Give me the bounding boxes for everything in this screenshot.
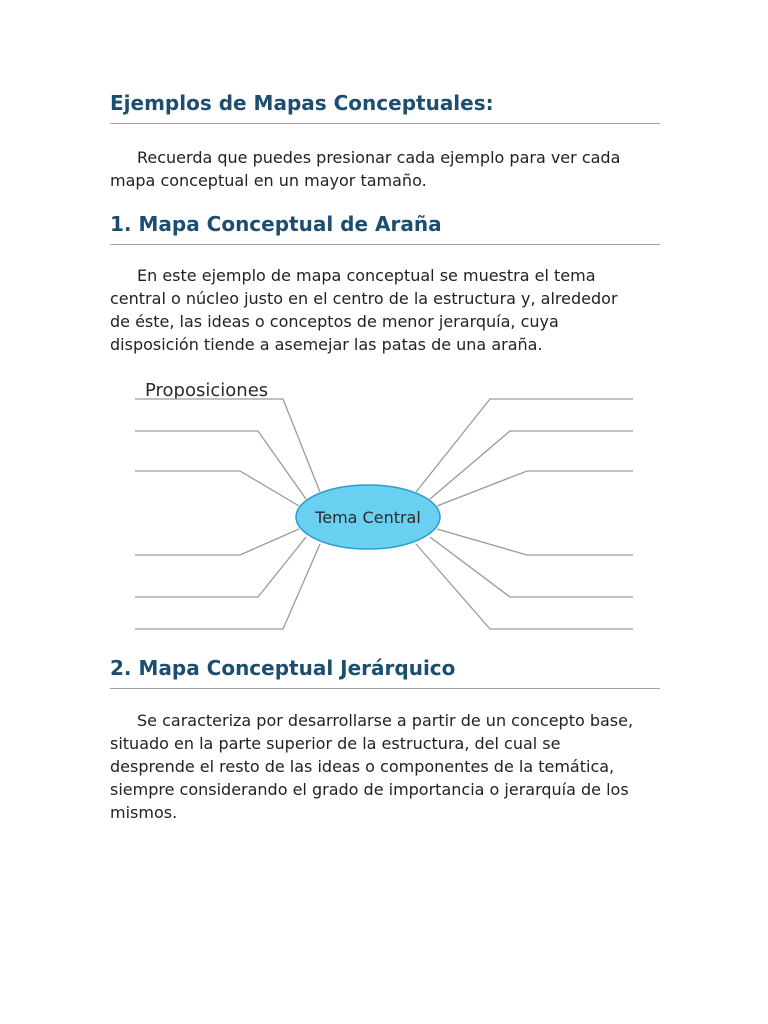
- propositions-label: Proposiciones: [145, 380, 269, 401]
- connector-line: [135, 537, 306, 597]
- paragraph-line: mismos.: [110, 803, 178, 822]
- left-connectors: [135, 399, 320, 629]
- paragraph-line: mapa conceptual en un mayor tamaño.: [110, 171, 427, 190]
- paragraph-line: disposición tiende a asemejar las patas de una araña.: [110, 335, 543, 354]
- right-connectors: [416, 399, 633, 629]
- spider-concept-map-diagram[interactable]: [130, 370, 640, 640]
- section-2-divider: [110, 688, 660, 689]
- central-topic-label: Tema Central: [315, 508, 421, 527]
- section-2-title: 2. Mapa Conceptual Jerárquico: [110, 656, 456, 680]
- title-divider: [110, 123, 660, 124]
- connector-line: [430, 537, 633, 597]
- connector-line: [135, 544, 320, 629]
- connector-line: [135, 431, 306, 499]
- paragraph-line: de éste, las ideas o conceptos de menor jerarquía, cuya: [110, 312, 559, 331]
- section-1-divider: [110, 244, 660, 245]
- paragraph-line: siempre considerando el grado de importancia o jerarquía de los: [110, 780, 629, 799]
- connector-line: [135, 471, 299, 506]
- paragraph-line: Recuerda que puedes presionar cada ejemplo para ver cada: [137, 148, 621, 167]
- connector-line: [430, 431, 633, 499]
- paragraph-line: Se caracteriza por desarrollarse a partir de un concepto base,: [137, 711, 634, 730]
- paragraph-line: situado en la parte superior de la estructura, del cual se: [110, 734, 561, 753]
- connector-line: [437, 471, 633, 506]
- connector-line: [135, 399, 320, 492]
- paragraph-line: central o núcleo justo en el centro de la estructura y, alrededor: [110, 289, 618, 308]
- connector-line: [437, 529, 633, 555]
- section-1-title: 1. Mapa Conceptual de Araña: [110, 212, 442, 236]
- page-title: Ejemplos de Mapas Conceptuales:: [110, 91, 494, 115]
- connector-line: [416, 399, 633, 492]
- paragraph-line: En este ejemplo de mapa conceptual se muestra el tema: [137, 266, 596, 285]
- paragraph-line: desprende el resto de las ideas o componentes de la temática,: [110, 757, 615, 776]
- connector-line: [416, 544, 633, 629]
- connector-line: [135, 529, 299, 555]
